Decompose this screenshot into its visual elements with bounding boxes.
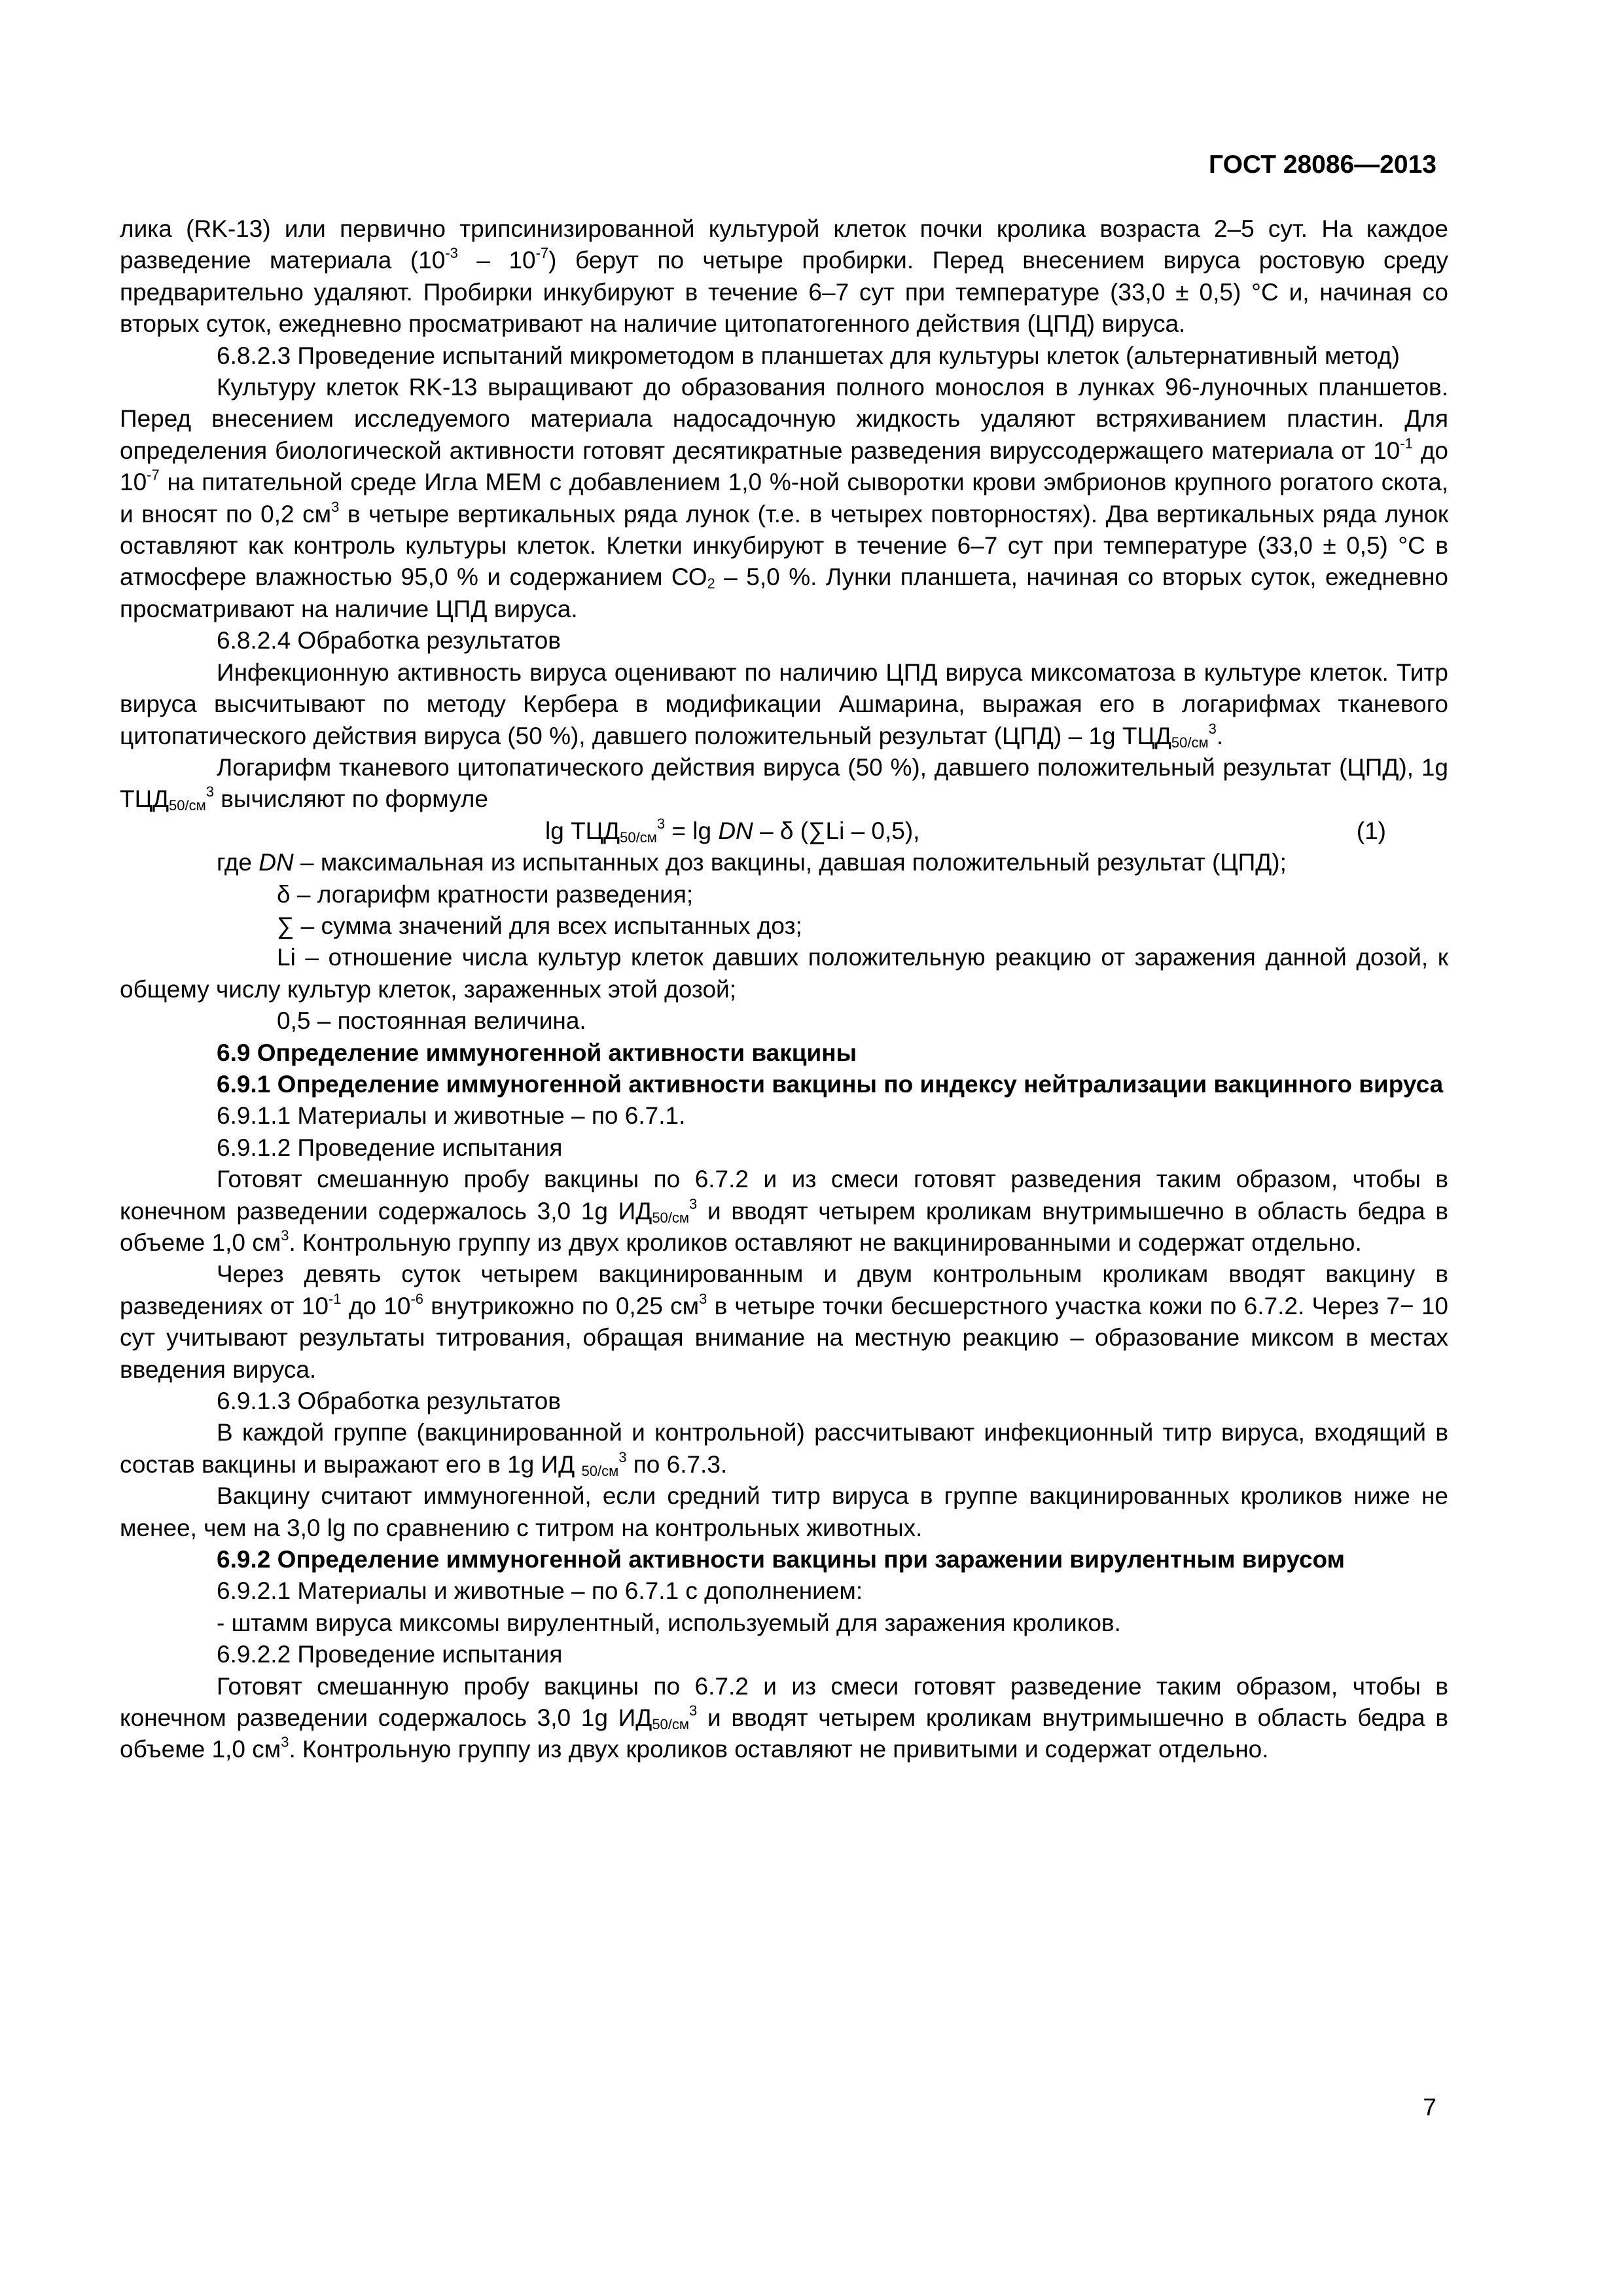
paragraph-mixed-sample-2 bbox=[120, 1671, 1448, 1766]
section-heading-6-8-2-4: 6.8.2.4 Обработка результатов bbox=[217, 627, 561, 655]
definition-dn bbox=[120, 847, 1448, 878]
text-run: вычисляют по формуле bbox=[214, 785, 488, 813]
subscript: 50/см bbox=[169, 797, 206, 814]
section-heading-6-9: 6.9 Определение иммуногенной активности вакцины bbox=[217, 1039, 857, 1066]
text-run: – 10 bbox=[457, 247, 536, 274]
subscript: 50/см bbox=[652, 1716, 690, 1733]
superscript: 3 bbox=[281, 1734, 289, 1751]
page-number: 7 bbox=[1423, 2094, 1436, 2121]
formula-1 bbox=[120, 816, 1448, 847]
paragraph-cell-culture bbox=[120, 213, 1448, 340]
text-run: в четыре вертикальных ряда лунок (т.е. в четырех повторностях). Два вертикальных ряда лунок оставляют как контроль культуры клеток. Клетки инкубируют в течение 6–7 сут при температуре (33,0 ± 0,5) °С в атмосфере влажностью 95,0 % и содержанием СО bbox=[120, 500, 1449, 591]
superscript: -3 bbox=[445, 245, 458, 262]
superscript: -1 bbox=[328, 1290, 342, 1307]
definition-constant: 0,5 – постоянная величина. bbox=[277, 1007, 586, 1035]
paragraph-logarithm bbox=[120, 752, 1448, 816]
subscript: 50/см bbox=[1171, 734, 1209, 751]
document-code-header: ГОСТ 28086—2013 bbox=[1209, 151, 1436, 179]
section-heading-6-9-1: 6.9.1 Определение иммуногенной активности вакцины по индексу нейтрализации вакцинного вируса bbox=[217, 1070, 1444, 1098]
text-run: до 10 bbox=[341, 1292, 411, 1319]
text-run: . Контрольную группу из двух кроликов оставляют не вакцинированными и содержат отдельно. bbox=[289, 1229, 1362, 1256]
text-run: Культуру клеток RK-13 выращивают до образования полного монослоя в лунках 96-луночных планшетов. Перед внесением исследуемого материала надосадочную жидкость удаляют встряхиванием пластин. Для определения биологической активности готовят десятикратные разведения вируссодержащего материала от 10 bbox=[120, 374, 1448, 464]
superscript: 3 bbox=[656, 815, 666, 832]
paragraph-micromethod bbox=[120, 372, 1448, 625]
text-run: ) берут по четыре пробирки. Перед внесением вируса ростовую среду предварительно удаляют. Пробирки инкубируют в течение 6–7 сут при температуре (33,0 ± 0,5) °С и, начиная со вторых суток, ежедневно просматривают на наличие цитопатогенного действия (ЦПД) вируса. bbox=[120, 247, 1448, 338]
superscript: -6 bbox=[410, 1290, 424, 1307]
definition-li: Li – отношение числа культур клеток давших положительную реакцию от заражения данной дозой, к общему числу культур клеток, зараженных этой дозой; bbox=[120, 944, 1448, 1003]
text-run: – 5,0 %. Лунки планшета, начиная со вторых суток, ежедневно просматривают на наличие ЦПД вируса. bbox=[120, 564, 1448, 622]
section-heading-6-8-2-3: 6.8.2.3 Проведение испытаний микрометодом в планшетах для культуры клеток (альтернативный метод) bbox=[217, 342, 1400, 369]
superscript: 3 bbox=[1208, 720, 1217, 737]
text-run: Инфекционную активность вируса оценивают по наличию ЦПД вируса миксоматоза в культуре клеток. Титр вируса высчитывают по методу Кербера в модификации Ашмарина, выражая его в логарифмах тканевого цитопатического действия вируса (50 %), давшего положительный результат (ЦПД) – 1g ТЦД bbox=[120, 658, 1448, 749]
text-run: лика (RK-13) или первично трипсинизированной культурой клеток почки кролика возраста 2–5 сут. На каждое разведение материала (10 bbox=[120, 215, 1448, 274]
section-heading-6-9-2-2: 6.9.2.2 Проведение испытания bbox=[217, 1641, 563, 1668]
section-heading-6-9-2-1: 6.9.2.1 Материалы и животные – по 6.7.1 с дополнением: bbox=[217, 1577, 863, 1605]
text-run: Логарифм тканевого цитопатического действия вируса (50 %), давшего положительный результат (ЦПД), 1g ТЦД bbox=[120, 753, 1448, 813]
text-run: = lg bbox=[665, 817, 719, 844]
formula-expression bbox=[545, 816, 919, 847]
superscript: 3 bbox=[699, 1290, 707, 1307]
subscript: 50/см bbox=[581, 1462, 619, 1479]
text-run: Готовят смешанную пробу вакцины по 6.7.2 и из смеси готовят разведение таким образом, чтобы в конечном разведении содержалось 3,0 1g ИД bbox=[120, 1672, 1448, 1732]
subscript: 2 bbox=[707, 575, 715, 592]
section-heading-6-9-1-2: 6.9.1.2 Проведение испытания bbox=[217, 1134, 563, 1161]
variable-dn: DN bbox=[259, 849, 294, 876]
subscript: 50/см bbox=[620, 829, 657, 846]
text-run: до 10 bbox=[120, 437, 1448, 496]
text-run: на питательной среде Игла MEM с добавлением 1,0 %-ной сыворотки крови эмбрионов крупного рогатого скота, и вносят по 0,2 см bbox=[120, 469, 1448, 528]
paragraph-mixed-sample bbox=[120, 1164, 1448, 1259]
superscript: 3 bbox=[331, 498, 340, 515]
text-run: lg ТЦД bbox=[545, 817, 620, 844]
text-run: по 6.7.3. bbox=[626, 1450, 728, 1478]
text-run: Готовят смешанную пробу вакцины по 6.7.2 и из смеси готовят разведения таким образом, чтобы в конечном разведении содержалось 3,0 1g ИД bbox=[120, 1166, 1448, 1225]
superscript: -7 bbox=[535, 245, 549, 262]
superscript: 3 bbox=[618, 1448, 627, 1465]
text-run: и вводят четырем кроликам внутримышечно в область бедра в объеме 1,0 см bbox=[120, 1197, 1448, 1256]
text-run: где bbox=[217, 849, 259, 876]
section-heading-6-9-2: 6.9.2 Определение иммуногенной активности вакцины при заражении вирулентным вирусом bbox=[217, 1546, 1346, 1573]
text-run: – δ (∑Li – 0,5), bbox=[753, 817, 920, 844]
definition-delta: δ – логарифм кратности разведения; bbox=[277, 880, 694, 908]
text-run: . bbox=[1216, 722, 1224, 749]
superscript: 3 bbox=[281, 1227, 289, 1244]
superscript: -1 bbox=[1400, 435, 1413, 452]
variable-dn: DN bbox=[718, 817, 753, 844]
definition-sum: ∑ – сумма значений для всех испытанных доз; bbox=[277, 912, 802, 939]
section-heading-6-9-1-1: 6.9.1.1 Материалы и животные – по 6.7.1. bbox=[217, 1102, 686, 1130]
paragraph-immunogenic-criterion: Вакцину считают иммуногенной, если средний титр вируса в группе вакцинированных кроликов ниже не менее, чем на 3,0 lg по сравнению с титром на контрольных животных. bbox=[120, 1482, 1448, 1541]
section-heading-6-9-1-3: 6.9.1.3 Обработка результатов bbox=[217, 1388, 561, 1415]
superscript: 3 bbox=[205, 783, 214, 800]
text-run: В каждой группе (вакцинированной и контрольной) рассчитывают инфекционный титр вируса, входящий в состав вакцины и выражают его в 1g ИД bbox=[120, 1419, 1448, 1478]
text-run: – максимальная из испытанных доз вакцины, давшая положительный результат (ЦПД); bbox=[293, 849, 1287, 876]
subscript: 50/см bbox=[652, 1209, 690, 1226]
superscript: -7 bbox=[147, 467, 160, 484]
text-run: и вводят четырем кроликам внутримышечно в область бедра в объеме 1,0 см bbox=[120, 1704, 1448, 1763]
paragraph-infectious-activity bbox=[120, 657, 1448, 752]
paragraph-nine-days bbox=[120, 1259, 1448, 1386]
document-body bbox=[120, 213, 1448, 1766]
superscript: 3 bbox=[689, 1195, 698, 1212]
text-run: внутрикожно по 0,25 см bbox=[423, 1292, 700, 1319]
formula-number: (1) bbox=[1356, 817, 1386, 844]
text-run: Через девять суток четырем вакцинированным и двум контрольным кроликам вводят вакцину в разведениях от 10 bbox=[120, 1261, 1448, 1319]
superscript: 3 bbox=[689, 1702, 698, 1719]
text-run: в четыре точки бесшерстного участка кожи по 6.7.2. Через 7− 10 сут учитывают результаты титрования, обращая внимание на местную реакцию – образование миксом в местах введения вируса. bbox=[120, 1292, 1448, 1383]
list-item-virus-strain: - штамм вируса миксомы вирулентный, используемый для заражения кроликов. bbox=[217, 1609, 1121, 1636]
paragraph-each-group bbox=[120, 1417, 1448, 1480]
text-run: . Контрольную группу из двух кроликов оставляют не привитыми и содержат отдельно. bbox=[289, 1736, 1269, 1763]
